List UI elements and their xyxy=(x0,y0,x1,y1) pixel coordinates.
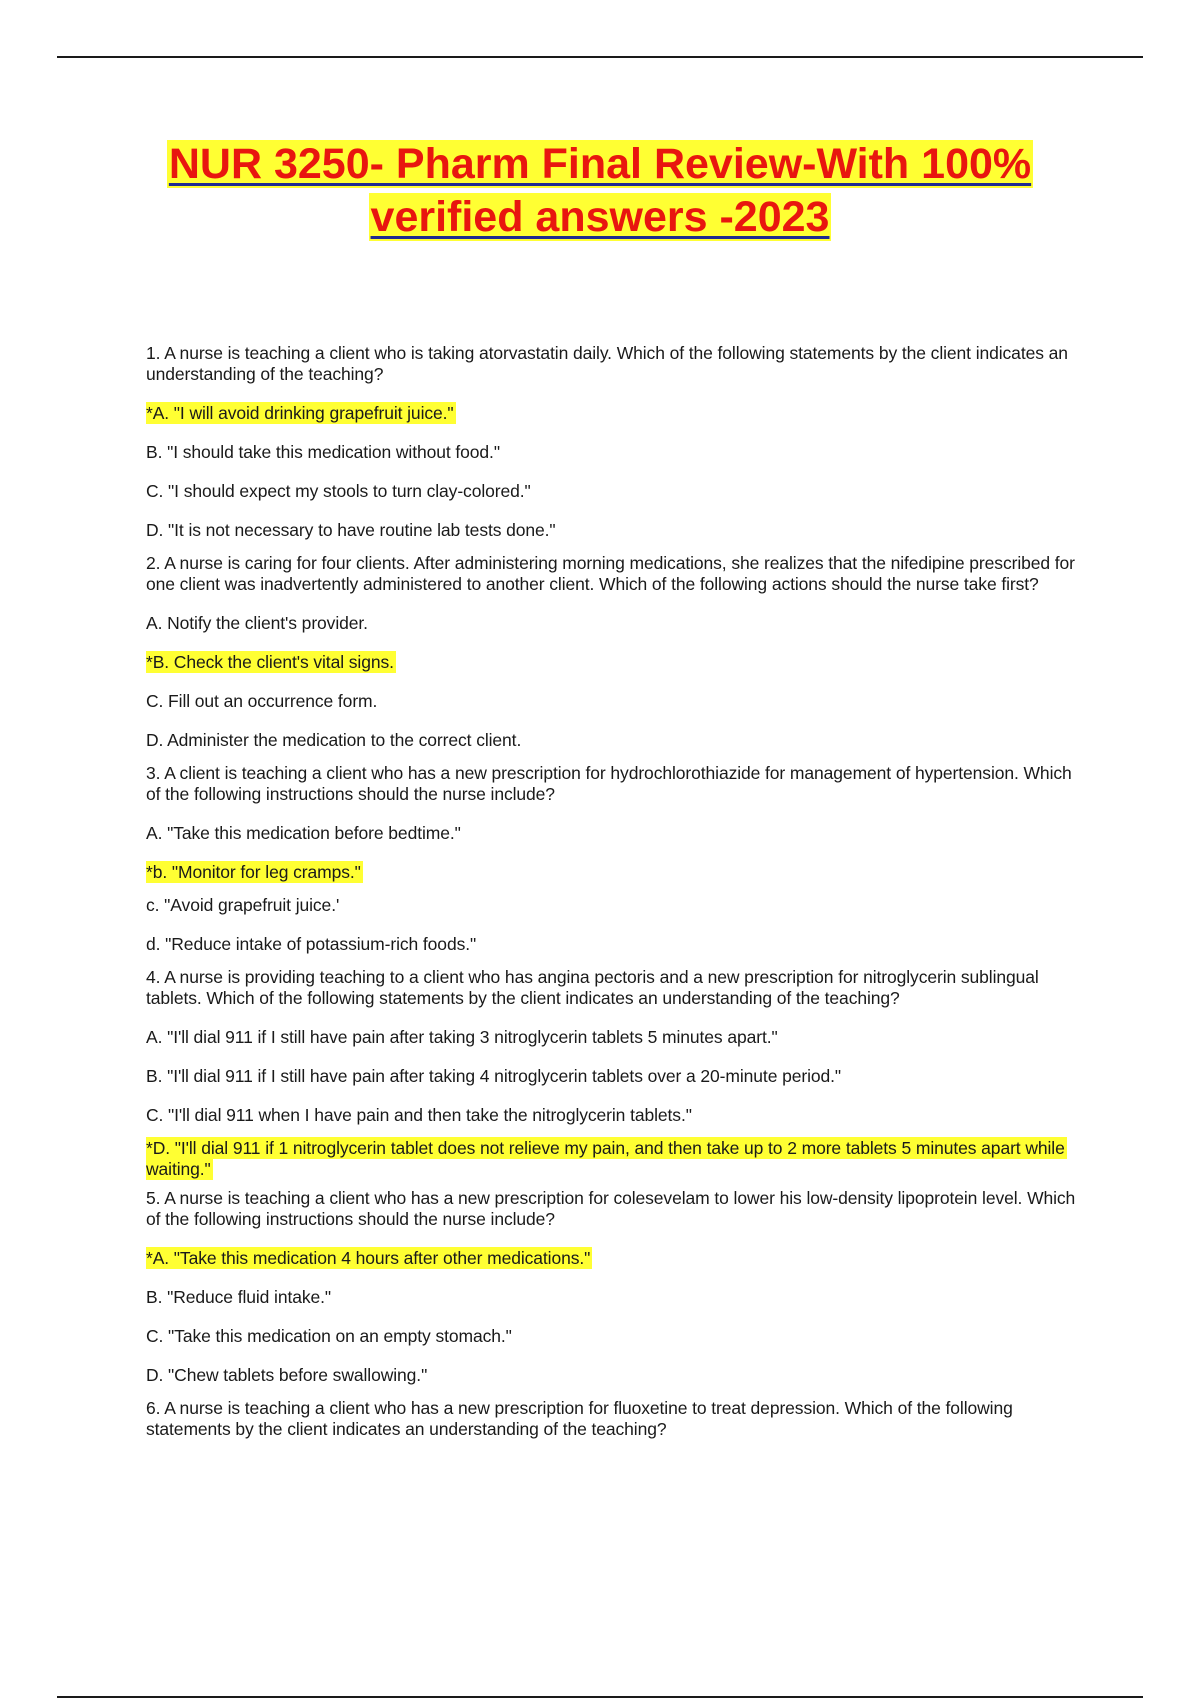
footer-rule xyxy=(57,1696,1143,1698)
question-block-1 xyxy=(146,343,1076,541)
title-line-2: verified answers -2023 xyxy=(370,193,830,241)
question-block-4 xyxy=(146,967,1076,1180)
question-stem: 6. A nurse is teaching a client who has a new prescription for fluoxetine to treat depression. Which of the following statements by the client indicates an understanding of the teaching? xyxy=(146,1398,1013,1439)
correct-answer-highlight: *B. Check the client's vital signs. xyxy=(146,652,394,672)
question-stem: 3. A client is teaching a client who has a new prescription for hydrochlorothiazide for management of hypertension. Which of the following instructions should the nurse include? xyxy=(146,763,1072,804)
document-title xyxy=(0,138,1200,244)
answer-option xyxy=(146,862,1076,883)
question-stem: 4. A nurse is providing teaching to a client who has angina pectoris and a new prescription for nitroglycerin sublingual tablets. Which of the following statements by the client indicates an understanding of the teaching? xyxy=(146,967,1039,1008)
answer-option: C. "Take this medication on an empty stomach." xyxy=(146,1326,512,1346)
question-block-3 xyxy=(146,763,1076,955)
question-block-2 xyxy=(146,553,1076,751)
answer-option: c. "Avoid grapefruit juice.' xyxy=(146,895,340,915)
answer-option: A. "Take this medication before bedtime." xyxy=(146,823,461,843)
answer-option: D. "Chew tablets before swallowing." xyxy=(146,1365,428,1385)
answer-option: C. "I'll dial 911 when I have pain and then take the nitroglycerin tablets." xyxy=(146,1105,692,1125)
question-block-5 xyxy=(146,1188,1076,1386)
question-stem: 1. A nurse is teaching a client who is taking atorvastatin daily. Which of the following statements by the client indicates an understanding of the teaching? xyxy=(146,343,1068,384)
question-stem: 5. A nurse is teaching a client who has a new prescription for colesevelam to lower his low-density lipoprotein level. Which of the following instructions should the nurse include? xyxy=(146,1188,1076,1229)
answer-option: C. Fill out an occurrence form. xyxy=(146,691,378,711)
title-line-1: NUR 3250- Pharm Final Review-With 100% xyxy=(168,140,1032,188)
answer-option xyxy=(146,403,1076,424)
correct-answer-highlight: *D. "I'll dial 911 if 1 nitroglycerin tablet does not relieve my pain, and then take up to 2 more tablets 5 minutes apart while waiting." xyxy=(146,1138,1065,1179)
question-stem: 2. A nurse is caring for four clients. After administering morning medications, she realizes that the nifedipine prescribed for one client was inadvertently administered to another client. Which of the following actions should the nurse take first? xyxy=(146,553,1075,594)
answer-option xyxy=(146,1248,1076,1269)
answer-option: B. "Reduce fluid intake." xyxy=(146,1287,332,1307)
header-rule xyxy=(57,56,1143,58)
answer-option: A. Notify the client's provider. xyxy=(146,613,368,633)
answer-option xyxy=(146,1138,1076,1180)
correct-answer-highlight: *A. "Take this medication 4 hours after other medications." xyxy=(146,1248,591,1268)
answer-option: C. "I should expect my stools to turn clay-colored." xyxy=(146,481,531,501)
answer-option: D. Administer the medication to the correct client. xyxy=(146,730,522,750)
correct-answer-highlight: *b. "Monitor for leg cramps." xyxy=(146,862,361,882)
answer-option: D. "It is not necessary to have routine lab tests done." xyxy=(146,520,556,540)
question-list xyxy=(146,343,1076,1458)
answer-option: B. "I'll dial 911 if I still have pain after taking 4 nitroglycerin tablets over a 20-minute period." xyxy=(146,1066,842,1086)
correct-answer-highlight: *A. "I will avoid drinking grapefruit juice." xyxy=(146,403,454,423)
question-block-6 xyxy=(146,1398,1076,1440)
answer-option: B. "I should take this medication without food." xyxy=(146,442,500,462)
answer-option xyxy=(146,652,1076,673)
answer-option: A. "I'll dial 911 if I still have pain after taking 3 nitroglycerin tablets 5 minutes apart." xyxy=(146,1027,778,1047)
answer-option: d. "Reduce intake of potassium-rich foods." xyxy=(146,934,477,954)
